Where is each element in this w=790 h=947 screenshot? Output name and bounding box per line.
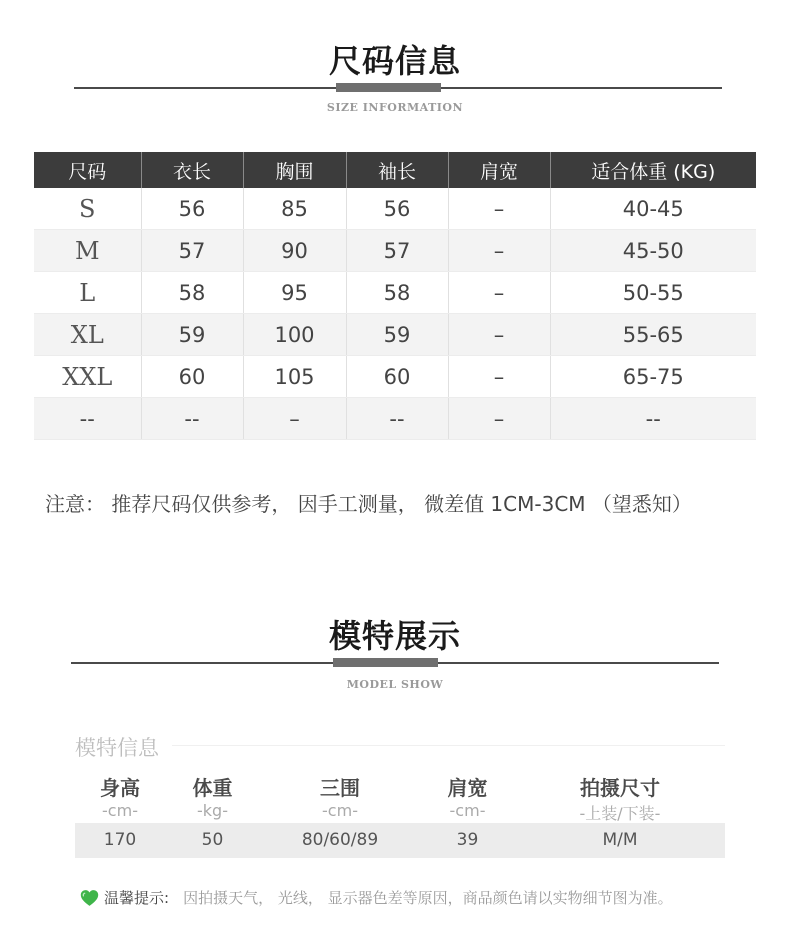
- table-cell: 100: [243, 314, 346, 356]
- header-cell-sleeve: 袖长: [346, 152, 448, 188]
- table-cell: 56: [346, 188, 448, 230]
- table-cell: 58: [346, 272, 448, 314]
- table-row: [34, 272, 756, 314]
- warm-tip: [80, 887, 673, 908]
- table-cell: 57: [346, 230, 448, 272]
- model-value-height: 170: [103, 830, 137, 850]
- model-info-units: [75, 801, 725, 824]
- model-info-divider: [172, 745, 725, 746]
- header-cell-shoulder: 肩宽: [448, 152, 550, 188]
- table-cell-size: --: [34, 398, 141, 440]
- table-cell: --: [346, 398, 448, 440]
- model-value-shoulder: 39: [456, 830, 479, 850]
- table-cell: 55-65: [550, 314, 756, 356]
- warm-tip-text: 因拍摄天气， 光线， 显示器色差等原因，商品颜色请以实物细节图为准。: [183, 889, 673, 907]
- table-cell: 95: [243, 272, 346, 314]
- model-info-values: [75, 823, 725, 858]
- table-cell-size: L: [34, 272, 141, 314]
- model-unit-measurements: -cm-: [322, 801, 358, 820]
- table-row: [34, 356, 756, 398]
- table-cell-size: XXL: [34, 356, 141, 398]
- model-value-shoot-size: M/M: [602, 830, 638, 850]
- table-row: [34, 230, 756, 272]
- model-unit-weight: -kg-: [197, 801, 228, 820]
- model-value-weight: 50: [201, 830, 224, 850]
- model-unit-shoot-size: -上装/下装-: [579, 804, 661, 823]
- warm-tip-label: 温馨提示:: [104, 889, 170, 907]
- table-cell: –: [448, 356, 550, 398]
- table-cell: 60: [141, 356, 243, 398]
- size-section-title: 尺码信息: [328, 42, 461, 80]
- size-title-accent-bar: [336, 83, 441, 92]
- table-row: [34, 188, 756, 230]
- table-cell: 65-75: [550, 356, 756, 398]
- model-header-measurements: 三围: [320, 776, 360, 800]
- table-cell: –: [448, 314, 550, 356]
- header-cell-size: 尺码: [34, 152, 141, 188]
- green-heart-icon: [80, 889, 99, 907]
- size-note: 注意： 推荐尺码仅供参考， 因手工测量， 微差值 1CM-3CM （望悉知）: [45, 492, 692, 516]
- table-cell: 59: [141, 314, 243, 356]
- table-cell: --: [550, 398, 756, 440]
- table-cell: --: [141, 398, 243, 440]
- header-cell-chest: 胸围: [243, 152, 346, 188]
- model-unit-shoulder: -cm-: [449, 801, 486, 820]
- model-header-shoulder: 肩宽: [447, 776, 488, 800]
- table-row: [34, 398, 756, 440]
- table-cell: 105: [243, 356, 346, 398]
- model-info-headers: [75, 772, 725, 801]
- table-cell: –: [448, 188, 550, 230]
- size-section-subtitle: SIZE INFORMATION: [326, 101, 464, 114]
- model-header-weight: 体重: [192, 776, 233, 800]
- table-cell: 60: [346, 356, 448, 398]
- table-cell: 85: [243, 188, 346, 230]
- model-value-measurements: 80/60/89: [301, 830, 379, 850]
- size-table-header-row: [34, 152, 756, 188]
- model-info-caption: 模特信息: [75, 736, 159, 760]
- model-header-shoot-size: 拍摄尺寸: [580, 776, 660, 800]
- table-cell: –: [448, 398, 550, 440]
- table-cell-size: XL: [34, 314, 141, 356]
- table-cell: 50-55: [550, 272, 756, 314]
- table-row: [34, 314, 756, 356]
- table-cell: –: [448, 272, 550, 314]
- model-title-accent-bar: [333, 658, 438, 667]
- table-cell-size: S: [34, 188, 141, 230]
- model-header-height: 身高: [100, 776, 140, 800]
- table-cell: –: [448, 230, 550, 272]
- table-cell: –: [243, 398, 346, 440]
- header-cell-weight: 适合体重 (KG): [550, 152, 756, 188]
- table-cell: 45-50: [550, 230, 756, 272]
- model-section-title: 模特展示: [328, 617, 461, 655]
- model-unit-height: -cm-: [102, 801, 138, 820]
- table-cell: 59: [346, 314, 448, 356]
- header-cell-length: 衣长: [141, 152, 243, 188]
- model-section-subtitle: MODEL SHOW: [346, 678, 444, 691]
- table-cell: 90: [243, 230, 346, 272]
- table-cell: 56: [141, 188, 243, 230]
- size-table: [34, 152, 756, 440]
- table-cell: 57: [141, 230, 243, 272]
- table-cell: 58: [141, 272, 243, 314]
- table-cell-size: M: [34, 230, 141, 272]
- table-cell: 40-45: [550, 188, 756, 230]
